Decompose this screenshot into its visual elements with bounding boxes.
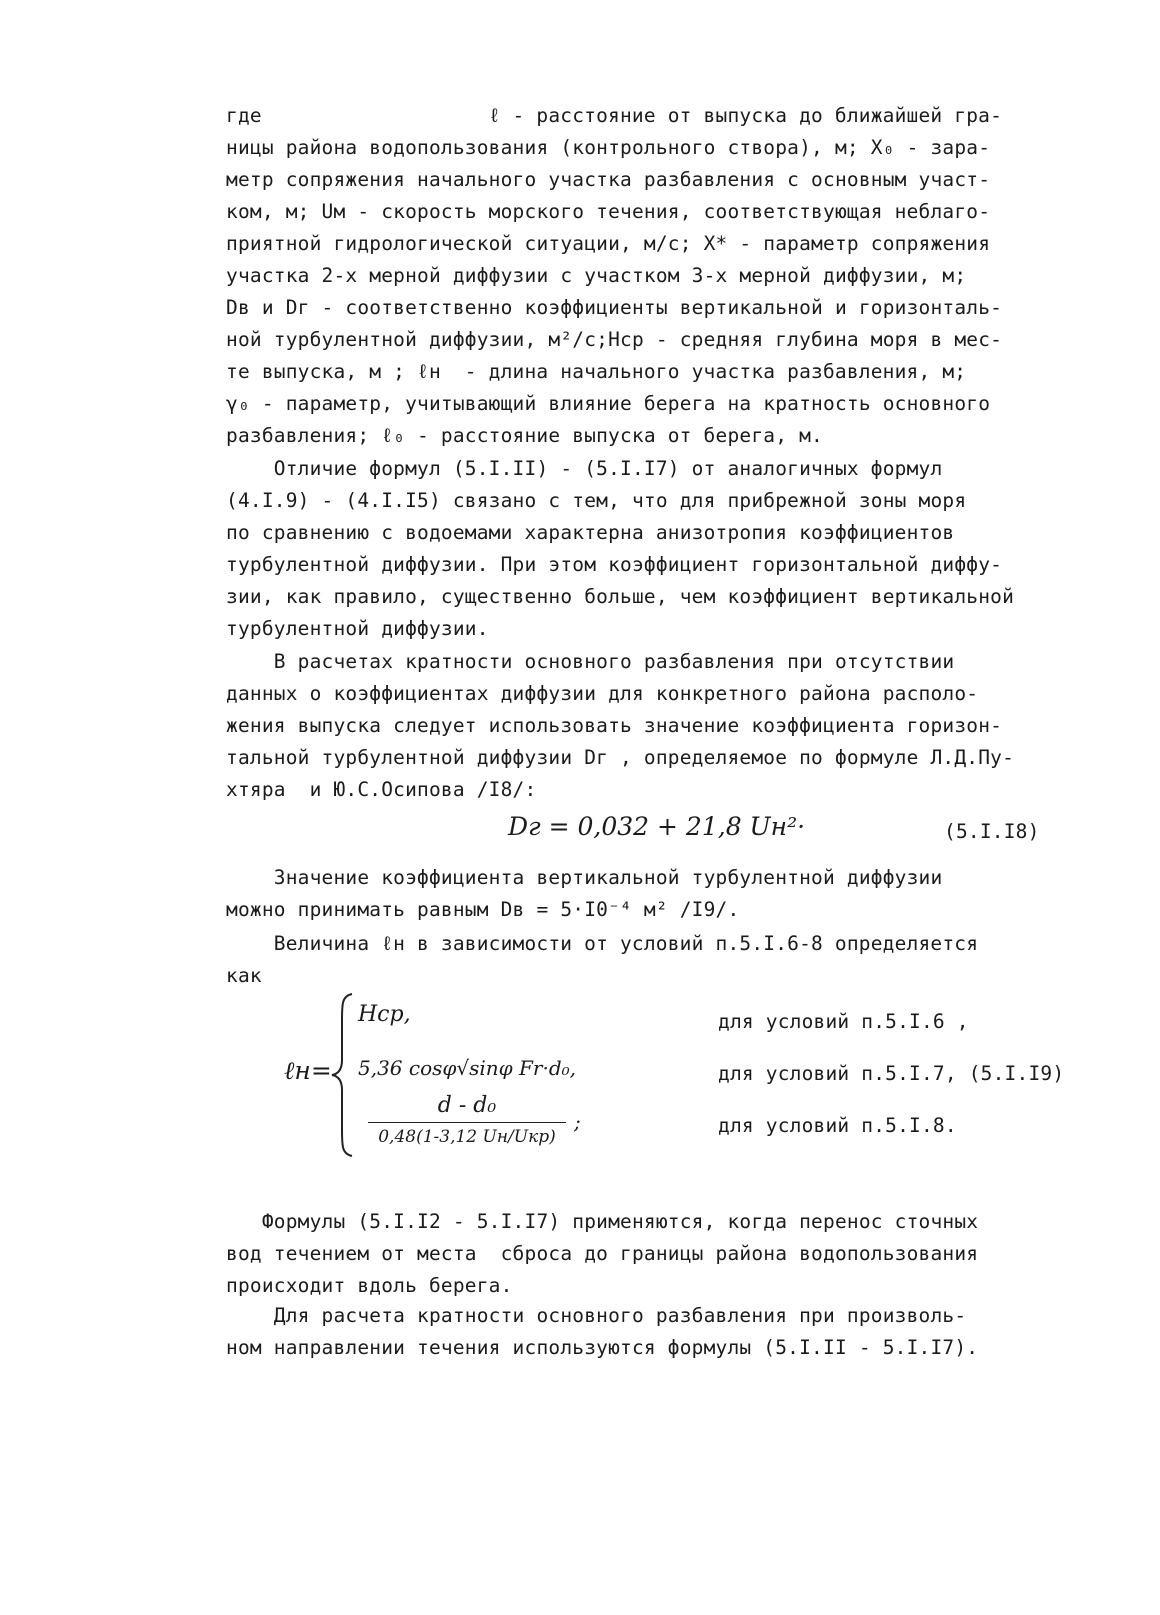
formula-number: (5.I.I8) [944,820,1040,843]
text-line: ницы района водопользования (контрольного створа), м; X₀ - зара- [226,136,991,159]
text-line: разбавления; ℓ₀ - расстояние выпуска от берега, м. [226,424,823,447]
text-line: вод течением от места сброса до границы района водопользования [226,1242,979,1265]
case3-numerator: d - d₀ [437,1093,497,1118]
case1-condition: для условий п.5.I.6 , [718,1010,969,1033]
case3-denominator: 0,48(1-3,12 Uн/Uкр) [378,1127,556,1147]
text-line: те выпуска, м ; ℓн - длина начального участка разбавления, м; [226,360,967,383]
text-line: хтяра и Ю.С.Осипова /I8/: [226,778,537,801]
text-line: метр сопряжения начального участка разбавления с основным участ- [226,168,991,191]
case2-condition: для условий п.5.I.7, (5.I.I9) [718,1062,1065,1085]
case1-expression: Hср, [358,1002,411,1027]
left-brace [330,990,356,1160]
text-line: Для расчета кратности основного разбавления при произволь- [226,1304,967,1327]
text-line: ной турбулентной диффузии, м²/с;Hср - средняя глубина моря в мес- [226,328,1003,351]
text-line: данных о коэффициентах диффузии для конкретного района располо- [226,682,979,705]
text-line: по сравнению с водоемами характерна анизотропия коэффициентов [226,521,955,544]
text-line: Величина ℓн в зависимости от условий п.5.I.6-8 определяется [226,932,979,955]
text-line: участка 2-х мерной диффузии с участком 3-х мерной диффузии, м; [226,264,967,287]
text-line: ком, м; Uм - скорость морского течения, соответствующая неблаго- [226,200,991,223]
text-line: происходит вдоль берега. [226,1274,513,1297]
text-line: Значение коэффициента вертикальной турбулентной диффузии [226,866,943,889]
text-line: (4.I.9) - (4.I.I5) связано с тем, что для прибрежной зоны моря [226,489,967,512]
text-line: тальной турбулентной диффузии Dг , определяемое по формуле Л.Д.Пу- [226,746,1015,769]
text-line: приятной гидрологической ситуации, м/с; X* - параметр сопряжения [226,232,991,255]
case3-tail: ; [574,1110,581,1134]
text-line: турбулентной диффузии. При этом коэффициент горизонтальной диффу- [226,553,1003,576]
text-line: можно принимать равным Dв = 5·I0⁻⁴ м² /I9/. [226,898,740,921]
text-line: γ₀ - параметр, учитывающий влияние берега на кратность основного [226,392,991,415]
text-line: турбулентной диффузии. [226,617,489,640]
text-line: В расчетах кратности основного разбавления при отсутствии [226,650,955,673]
case3-condition: для условий п.5.I.8. [718,1114,957,1137]
text-line: Dв и Dг - соответственно коэффициенты вертикальной и горизонталь- [226,296,1003,319]
formula-expression: Dг = 0,032 + 21,8 Uн²· [508,812,806,841]
case3-fraction [364,1092,570,1151]
text-line: Формулы (5.I.I2 - 5.I.I7) применяются, когда перенос сточных [226,1210,979,1233]
text-line: где ℓ - расстояние от выпуска до ближайшей гра- [226,104,1003,127]
text-line: как [226,964,262,987]
text-line: ном направлении течения используются формулы (5.I.II - 5.I.I7). [226,1336,979,1359]
formula-lhs: ℓн= [284,1056,332,1085]
text-line: Отличие формул (5.I.II) - (5.I.I7) от аналогичных формул [226,457,943,480]
text-line: жения выпуска следует использовать значение коэффициента горизон- [226,714,1003,737]
case2-expression: 5,36 cosφ√sinφ Fr·d₀, [358,1056,577,1080]
text-line: зии, как правило, существенно больше, чем коэффициент вертикальной [226,585,1015,608]
